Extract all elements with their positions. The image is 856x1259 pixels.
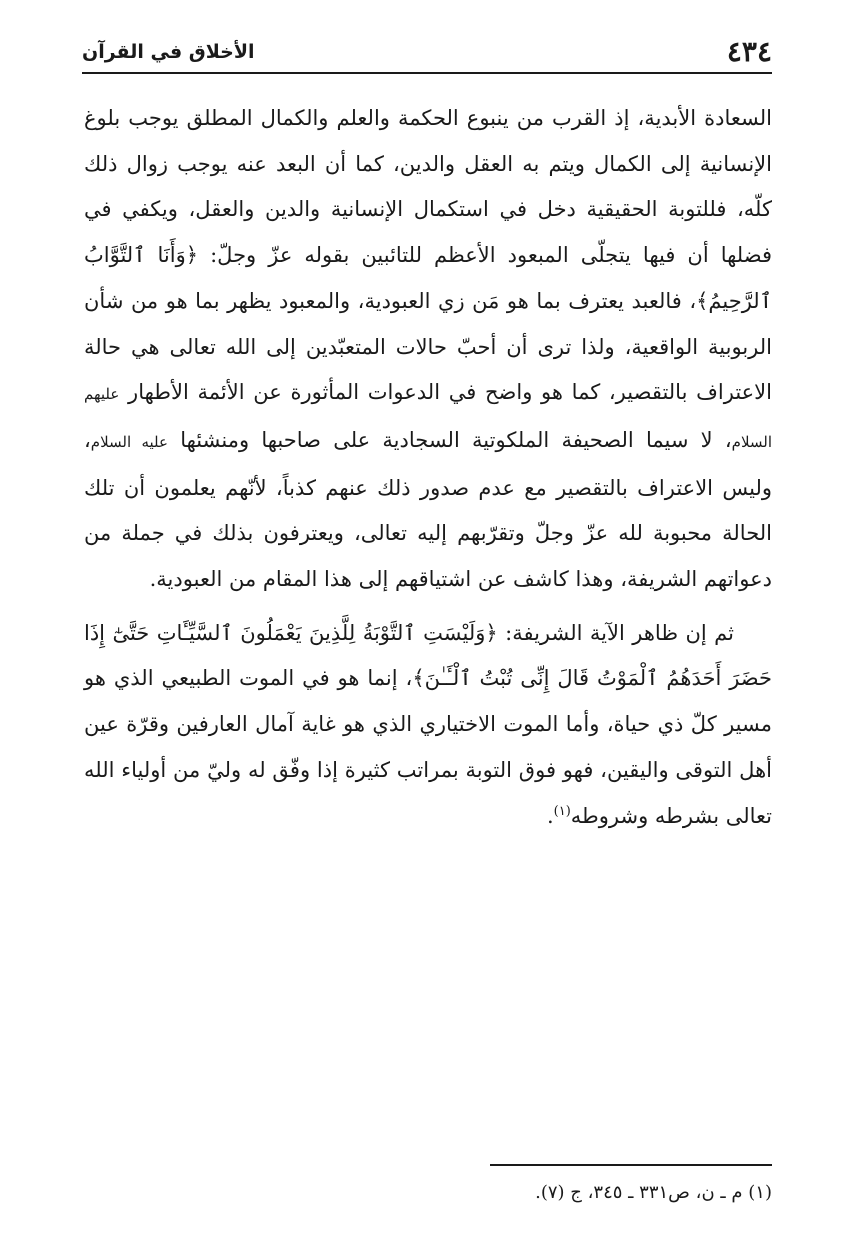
text-segment: . xyxy=(546,803,554,828)
page-number: ٤٣٤ xyxy=(726,35,772,68)
text-segment: ، لا سيما الصحيفة الملكوتية السجادية على صاحبها ومنشئها xyxy=(167,427,732,452)
quran-verse: ﴿وَلَيْسَتِ ٱلتَّوْبَةُ لِلَّذِينَ يَعْمَلُونَ ٱلسَّيِّـَٔاتِ حَتَّىٰٓ إِذَا حَضَرَ أَحَدَهُمُ ٱلْمَوْتُ قَالَ إِنِّى تُبْتُ ٱلْـَٔـٰنَ﴾ xyxy=(84,620,772,691)
running-title: الأخلاق في القرآن xyxy=(82,41,255,63)
body-text xyxy=(84,96,772,839)
footnote-divider xyxy=(490,1164,772,1166)
text-segment: ، فالعبد يعترف بما هو مَن زي العبودية، والمعبود يظهر بما هو من شأن الربوبية الواقعية، ولذا ترى أن أحبّ حالات المتعبّدين إلى الله تعالى هي حالة الاعتراف بالتقصير، كما هو واضح في الدعوات المأثورة عن الأئمة الأطهار xyxy=(84,288,772,405)
footnote-reference[interactable]: (١) xyxy=(553,803,571,819)
paragraph-1 xyxy=(84,96,772,603)
text-segment: السعادة الأبدية، إذ القرب من ينبوع الحكمة والعلم والكمال المطلق يوجب بلوغ الإنسانية إلى الكمال ويتم به العقل والدين، كما أن البعد عنه يوجب زوال ذلك كلّه، فللتوبة الحقيقية دخل في استكمال الإنسانية والدين والعقل، ويكفي في فضلها أن فيها يتجلّى المبعود الأعظم للتائبين بقوله عزّ وجلّ: xyxy=(84,106,772,268)
text-segment: ثم إن ظاهر الآية الشريفة: xyxy=(497,620,735,645)
text-segment: ، وليس الاعتراف بالتقصير مع عدم صدور ذلك عنهم كذباً، لأنّهم يعلمون أن تلك الحالة محبوبة لله عزّ وجلّ وتقرّبهم إليه تعالى، ويعترفون بذلك في جملة من دعواتهم الشريفة، وهذا كاشف عن اشتياقهم إلى هذا المقام من العبودية. xyxy=(84,427,772,592)
quran-verse: ﴿وَأَنَا ٱلتَّوَّابُ ٱلرَّحِيمُ﴾ xyxy=(84,243,772,313)
page-header xyxy=(82,28,772,74)
paragraph-2 xyxy=(84,611,772,840)
text-segment: ، إنما هو في الموت الطبيعي الذي هو مسير كلّ ذي حياة، وأما الموت الاختياري الذي هو غاية آمال العارفين وقرّة عين أهل التوقى واليقين، فهو فوق التوبة بمراتب كثيرة إذا وفّق له وليّ من أولياء الله تعالى بشرطه وشروطه xyxy=(84,666,772,828)
honorific-symbol: عليهم السلام xyxy=(84,385,773,451)
honorific-symbol: عليه السلام xyxy=(90,432,168,451)
footnote: (١) م ـ ن، ص٣٣١ ـ ٣٤٥، ج (٧). xyxy=(535,1182,772,1203)
